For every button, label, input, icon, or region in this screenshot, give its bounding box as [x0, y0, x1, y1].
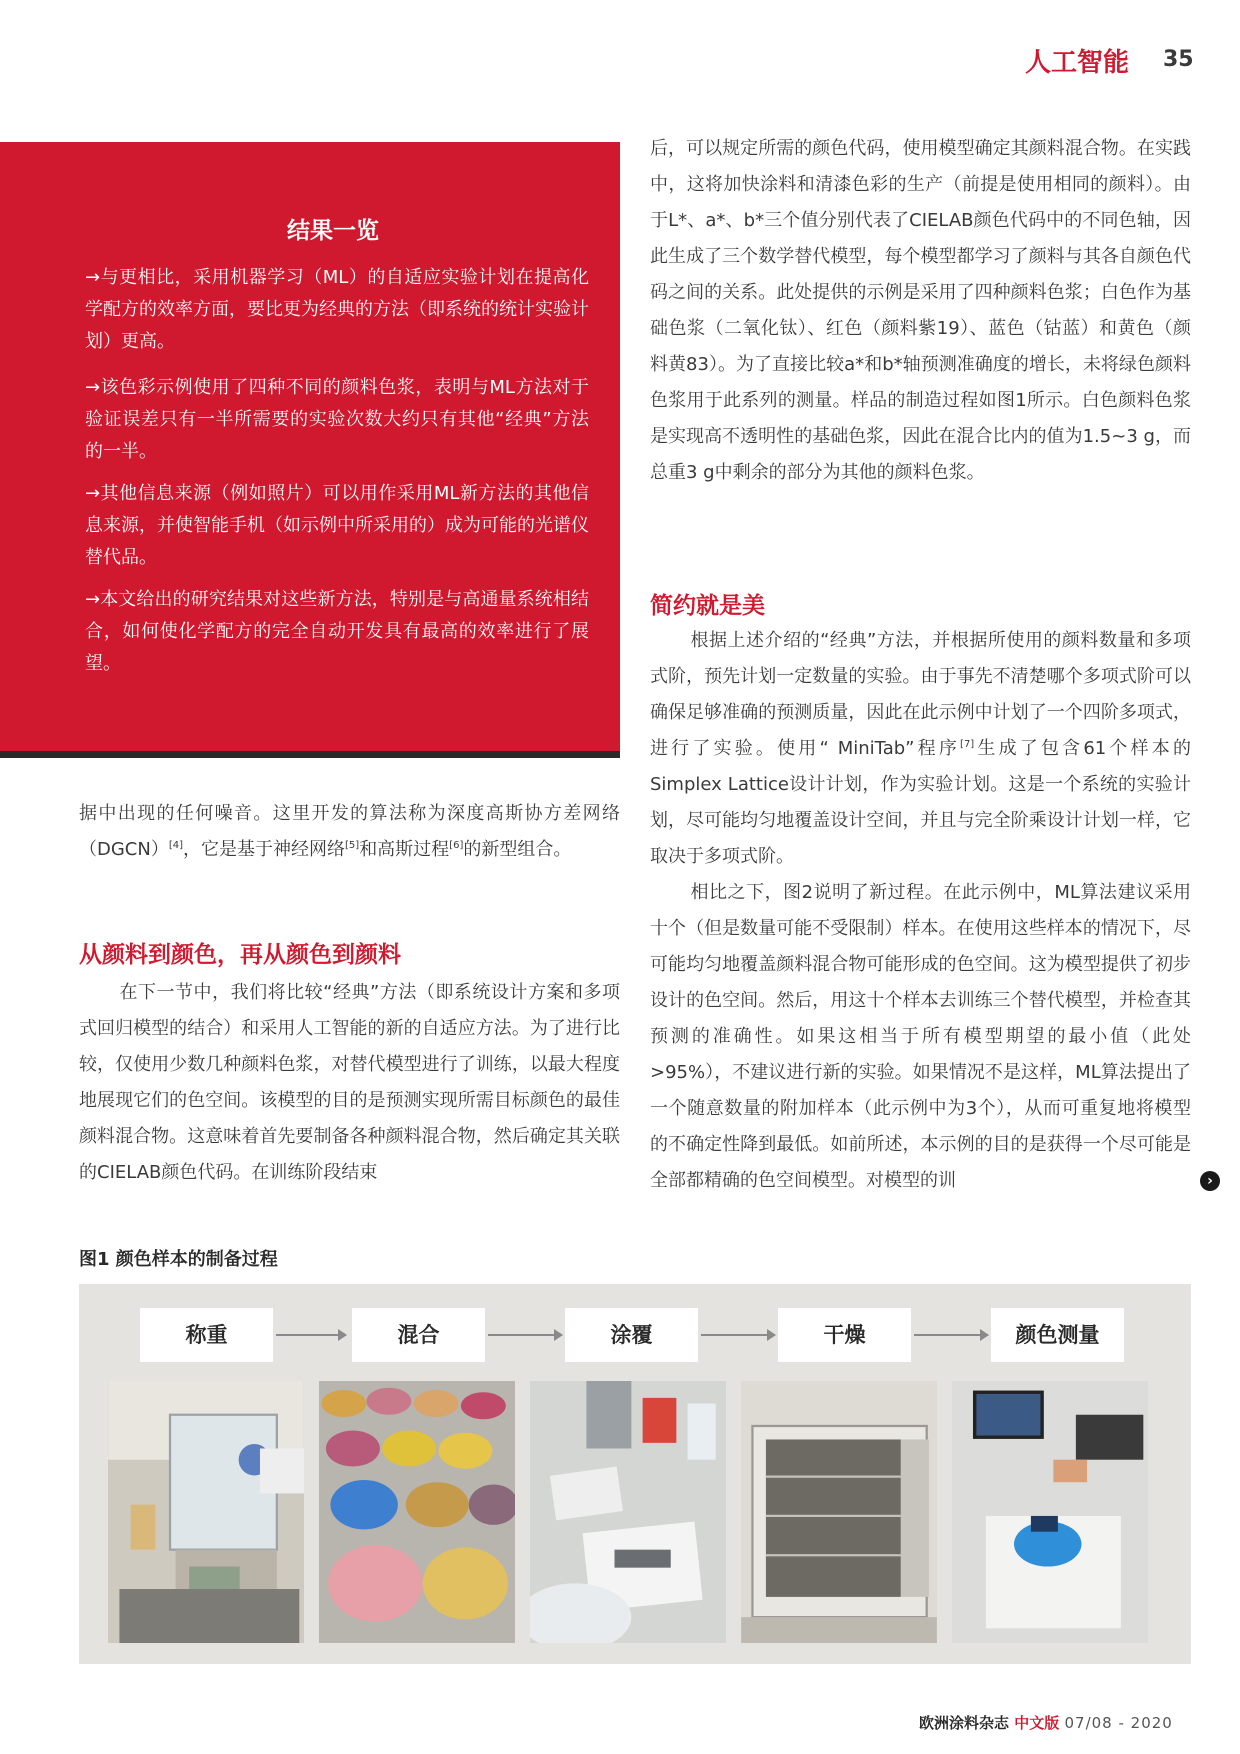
summary-item: →本文给出的研究结果对这些新方法，特别是与高通量系统相结合，如何使化学配方的完全自动开发具有最高的效率进行了展望。	[85, 589, 589, 674]
right-column-continuation: 后，可以规定所需的颜色代码，使用模型确定其颜料混合物。在实践中，这将加快涂料和清漆色彩的生产（前提是使用相同的颜料）。由于L*、a*、b*三个值分别代表了CIELAB颜色代码中的不同色轴，因此生成了三个数学替代模型，每个模型都学习了颜料与其各自颜色代码之间的关系。此处提供的示例是采用了四种颜料色浆；白色作为基础色浆（二氧化钛）、红色（颜料紫19）、蓝色（钴蓝）和黄色（颜料黄83）。为了直接比较a*和b*轴预测准确度的增长，未将绿色颜料色浆用于此系列的测量。样品的制造过程如图1所示。白色颜料色浆是实现高不透明性的基础色浆，因此在混合比内的值为1.5~3 g，而总重3 g中剩余的部分为其他的颜料色浆。	[650, 138, 1191, 483]
reference-6: [6]	[449, 840, 464, 851]
color-measurement-photo	[952, 1381, 1148, 1643]
chevron-right-icon: ›	[1200, 1171, 1220, 1191]
step-weighing: 称重	[140, 1308, 273, 1362]
left-column-continuation: 据中出现的任何噪音。这里开发的算法称为深度高斯协方差网络（DGCN）[4]，它是基于神经网络[5]和高斯过程[6]的新型组合。	[79, 803, 620, 860]
summary-item: →其他信息来源（例如照片）可以用作采用ML新方法的其他信息来源，并使智能手机（如示例中所采用的）成为可能的光谱仪替代品。	[85, 483, 589, 568]
figure-panel	[79, 1284, 1191, 1664]
section-title: 人工智能	[1025, 48, 1130, 78]
summary-item: →与更相比，采用机器学习（ML）的自适应实验计划在提高化学配方的效率方面，要比更为经典的方法（即系统的统计实验计划）更高。	[85, 267, 589, 352]
mixing-cups-photo	[319, 1381, 515, 1643]
section-heading: 从颜料到颜色，再从颜色到颜料	[79, 942, 401, 968]
arrow-icon	[701, 1334, 775, 1336]
arrow-icon	[914, 1334, 988, 1336]
coating-photo	[530, 1381, 726, 1643]
paragraph: 根据上述介绍的“经典”方法，并根据所使用的颜料数量和多项式阶，预先计划一定数量的实验。由于事先不清楚哪个多项式阶可以确保足够准确的预测质量，因此在此示例中计划了一个四阶多项式，进行了实验。使用“ MiniTab”程序[7]生成了包含61个样本的Simplex Lattice设计计划，作为实验计划。这是一个系统的实验计划，尽可能均匀地覆盖设计空间，并且与完全阶乘设计计划一样，它取决于多项式阶。	[650, 630, 1191, 867]
reference-7: [7]	[960, 739, 975, 750]
footer	[919, 1712, 1173, 1733]
summary-item: →该色彩示例使用了四种不同的颜料色浆，表明与ML方法对于验证误差只有一半所需要的实验次数大约只有其他“经典”方法的一半。	[85, 377, 589, 462]
step-mixing: 混合	[352, 1308, 485, 1362]
reference-5: [5]	[345, 840, 360, 851]
issue-date: 07/08 - 2020	[1064, 1714, 1173, 1732]
arrow-icon	[276, 1334, 346, 1336]
magazine-name: 欧洲涂料杂志	[919, 1714, 1010, 1732]
reference-4: [4]	[168, 840, 184, 851]
figure-caption: 图1 颜色样本的制备过程	[79, 1249, 278, 1270]
step-coating: 涂覆	[565, 1308, 698, 1362]
page-number: 35	[1163, 47, 1194, 72]
arrow-icon	[488, 1334, 562, 1336]
step-color-measurement: 颜色测量	[991, 1308, 1124, 1362]
section-heading: 简约就是美	[650, 593, 765, 619]
step-drying: 干燥	[778, 1308, 911, 1362]
section-body	[650, 623, 1191, 1199]
drying-oven-photo	[741, 1381, 937, 1643]
balance-photo	[108, 1381, 304, 1643]
edition-label: 中文版	[1014, 1714, 1060, 1732]
summary-box-shadow-bar	[0, 751, 620, 758]
paragraph: 相比之下，图2说明了新过程。在此示例中，ML算法建议采用十个（但是数量可能不受限制）样本。在使用这些样本的情况下，尽可能均匀地覆盖颜料混合物可能形成的色空间。这为模型提供了初步设计的色空间。然后，用这十个样本去训练三个替代模型，并检查其预测的准确性。如果这相当于所有模型期望的最小值（此处>95%），不建议进行新的实验。如果情况不是这样，ML算法提出了一个随意数量的附加样本（此示例中为3个），从而可重复地将模型的不确定性降到最低。如前所述，本示例的目的是获得一个尽可能是全部都精确的色空间模型。对模型的训	[650, 882, 1191, 1191]
summary-box-title: 结果一览	[287, 218, 379, 244]
section-body: 在下一节中，我们将比较“经典”方法（即系统设计方案和多项式回归模型的结合）和采用人工智能的新的自适应方法。为了进行比较，仅使用少数几种颜料色浆，对替代模型进行了训练，以最大程度地展现它们的色空间。该模型的目的是预测实现所需目标颜色的最佳颜料混合物。这意味着首先要制备各种颜料混合物，然后确定其关联的CIELAB颜色代码。在训练阶段结束	[79, 982, 620, 1183]
